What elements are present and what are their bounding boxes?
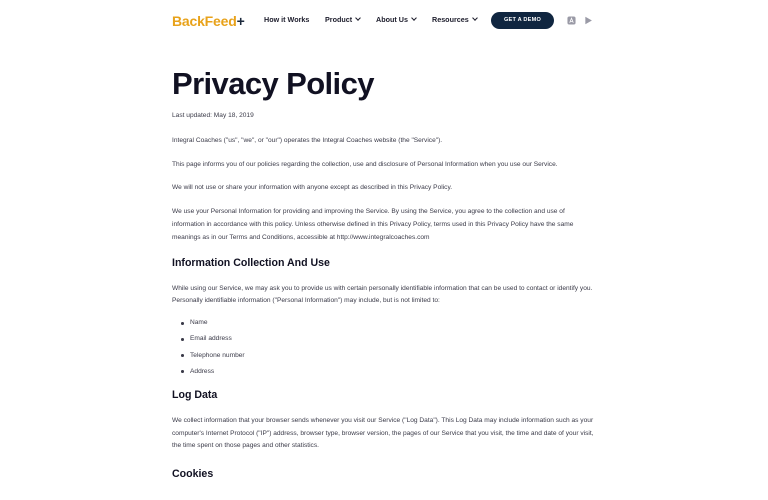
intro-paragraph: Integral Coaches ("us", "we", or "our") operates the Integral Coaches website (the "Service"). <box>172 136 443 144</box>
section-paragraph: We collect information that your browser sends whenever you visit our Service ("Log Data"). This Log Data may include information such as your computer's Internet Protocol ("IP") address, browser type, browser version, the pages of our Service that you visit, the time and date of your visit, the time spent on those pages and other statistics. <box>172 416 594 450</box>
intro-paragraph: We will not use or share your information with anyone except as described in this Privacy Policy. <box>172 184 453 192</box>
page-title: Privacy Policy <box>172 66 374 101</box>
last-updated: Last updated: May 18, 2019 <box>172 112 254 119</box>
policy-content <box>172 62 596 494</box>
intro-paragraph: We use your Personal Information for providing and improving the Service. By using the Service, you agree to the collection and use of information in accordance with this policy. Unless otherwise defined in this Privacy Policy, terms used in this Privacy Policy have the same meanings as in our Terms and Conditions, accessible at http://www.integralcoaches.com <box>172 208 574 241</box>
backfeed-logo[interactable]: BackFeed+ <box>172 13 245 29</box>
nav-how-it-works[interactable]: How it Works <box>264 15 310 24</box>
chevron-down-icon <box>355 15 361 21</box>
intro-paragraph: This page informs you of our policies regarding the collection, use and disclosure of Personal Information when you use our Service. <box>172 160 558 168</box>
app-store-icon[interactable] <box>567 16 576 25</box>
list-item: Address <box>181 368 596 376</box>
get-a-demo-button[interactable]: GET A DEMO <box>491 12 554 29</box>
site-header <box>0 0 768 40</box>
nav-about-us[interactable]: About Us <box>376 15 416 25</box>
section-heading-cookies: Cookies <box>172 468 214 481</box>
nav-product[interactable]: Product <box>325 15 360 25</box>
personal-info-list <box>181 319 596 376</box>
section-paragraph: While using our Service, we may ask you to provide us with certain personally identifiable information that can be used to contact or identify you. Personally identifiable information ("Personal Information") may include, but is not limited to: <box>172 284 593 305</box>
chevron-down-icon <box>411 15 417 21</box>
nav-resources[interactable]: Resources <box>432 15 477 25</box>
section-heading-information-collection: Information Collection And Use <box>172 256 330 269</box>
chevron-down-icon <box>472 15 478 21</box>
section-heading-log-data: Log Data <box>172 388 218 401</box>
list-item: Telephone number <box>181 352 596 360</box>
list-item: Name <box>181 319 596 327</box>
google-play-icon[interactable] <box>584 16 593 25</box>
list-item: Email address <box>181 335 596 343</box>
